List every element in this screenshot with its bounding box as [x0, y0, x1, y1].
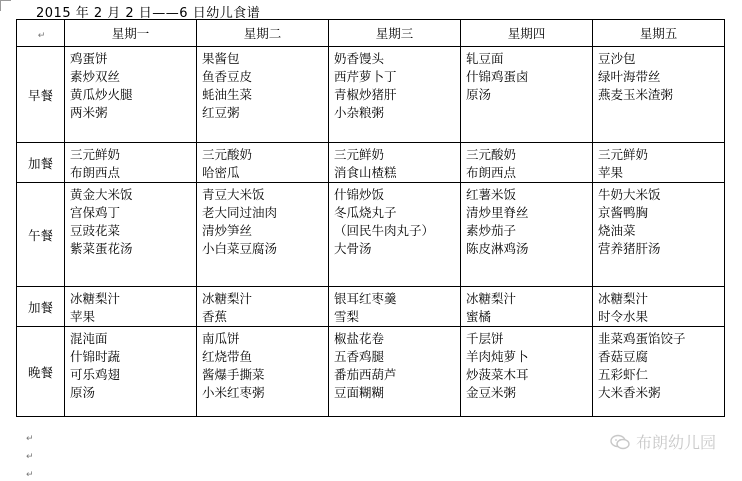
dish-item: 羊肉炖萝卜 — [466, 349, 529, 364]
dish-item: 清炒里脊丝 — [466, 205, 529, 220]
dish-item: 蜜橘 — [466, 309, 492, 324]
menu-cell — [461, 47, 593, 143]
header-day: 星期一 — [65, 20, 197, 47]
meal-row — [17, 327, 725, 417]
dish-item: 哈密瓜 — [202, 165, 240, 180]
dish-item: 紫菜蛋花汤 — [70, 241, 133, 256]
dish-item: 五彩虾仁 — [598, 367, 649, 382]
header-day: 星期五 — [593, 20, 725, 47]
meal-label: 加餐 — [17, 287, 65, 327]
dish-item: 果酱包 — [202, 51, 240, 66]
menu-cell — [593, 327, 725, 417]
paragraph-mark: ↵ — [26, 434, 34, 444]
dish-item: 黄瓜炒火腿 — [70, 87, 133, 102]
dish-item: 银耳红枣羹 — [334, 291, 397, 306]
dish-item: 布朗西点 — [466, 165, 517, 180]
dish-item: 燕麦玉米渣粥 — [598, 87, 674, 102]
dish-item: 红薯米饭 — [466, 187, 517, 202]
dish-item: 韭菜鸡蛋馅饺子 — [598, 331, 686, 346]
menu-cell — [197, 287, 329, 327]
dish-item: 黄金大米饭 — [70, 187, 133, 202]
dish-item: 三元鲜奶 — [598, 147, 649, 162]
dish-item: 小杂粮粥 — [334, 105, 385, 120]
dish-item: 红烧带鱼 — [202, 349, 253, 364]
dish-item: 番茄西葫芦 — [334, 367, 397, 382]
menu-cell — [461, 327, 593, 417]
paragraph-mark: ↵ — [26, 452, 34, 462]
menu-cell — [65, 183, 197, 287]
menu-cell — [329, 47, 461, 143]
menu-cell — [461, 287, 593, 327]
header-corner-cell: ↵ — [17, 20, 65, 47]
dish-item: 混沌面 — [70, 331, 108, 346]
dish-item: 什锦时蔬 — [70, 349, 121, 364]
dish-item: 冰糖梨汁 — [466, 291, 517, 306]
menu-cell — [593, 183, 725, 287]
dish-item: （回民牛肉丸子） — [334, 223, 435, 238]
menu-cell — [329, 183, 461, 287]
meal-row — [17, 47, 725, 143]
dish-item: 可乐鸡翅 — [70, 367, 121, 382]
dish-item: 千层饼 — [466, 331, 504, 346]
dish-item: 素炒茄子 — [466, 223, 517, 238]
header-day: 星期四 — [461, 20, 593, 47]
menu-cell — [593, 143, 725, 183]
watermark-text: 布朗幼儿园 — [635, 433, 716, 452]
dish-item: 豆豉花菜 — [70, 223, 121, 238]
dish-item: 素炒双丝 — [70, 69, 121, 84]
menu-cell — [329, 287, 461, 327]
menu-cell — [65, 327, 197, 417]
menu-cell — [65, 287, 197, 327]
dish-item: 三元鲜奶 — [334, 147, 385, 162]
page-corner-mark — [0, 0, 11, 11]
dish-item: 雪梨 — [334, 309, 360, 324]
weekly-menu-table — [16, 19, 725, 417]
dish-item: 大米香米粥 — [598, 385, 661, 400]
dish-item: 老大同过油肉 — [202, 205, 278, 220]
dish-item: 宫保鸡丁 — [70, 205, 121, 220]
menu-cell — [593, 47, 725, 143]
dish-item: 烧油菜 — [598, 223, 636, 238]
dish-item: 清炒笋丝 — [202, 223, 253, 238]
meal-label: 晚餐 — [17, 327, 65, 417]
dish-item: 冰糖梨汁 — [202, 291, 253, 306]
dish-item: 红豆粥 — [202, 105, 240, 120]
dish-item: 香菇豆腐 — [598, 349, 649, 364]
dish-item: 冰糖梨汁 — [598, 291, 649, 306]
menu-cell — [329, 327, 461, 417]
meal-label: 午餐 — [17, 183, 65, 287]
menu-cell — [593, 287, 725, 327]
dish-item: 时令水果 — [598, 309, 649, 324]
menu-cell — [197, 327, 329, 417]
dish-item: 蚝油生菜 — [202, 87, 253, 102]
menu-cell — [461, 143, 593, 183]
meal-row — [17, 287, 725, 327]
menu-cell — [197, 143, 329, 183]
dish-item: 炒菠菜木耳 — [466, 367, 529, 382]
menu-cell — [197, 183, 329, 287]
dish-item: 鸡蛋饼 — [70, 51, 108, 66]
dish-item: 小白菜豆腐汤 — [202, 241, 278, 256]
dish-item: 京酱鸭胸 — [598, 205, 649, 220]
dish-item: 冰糖梨汁 — [70, 291, 121, 306]
dish-item: 西芹萝卜丁 — [334, 69, 397, 84]
dish-item: 原汤 — [70, 385, 96, 400]
dish-item: 香蕉 — [202, 309, 228, 324]
dish-item: 豆沙包 — [598, 51, 636, 66]
dish-item: 三元鲜奶 — [70, 147, 121, 162]
meal-label: 早餐 — [17, 47, 65, 143]
menu-cell — [329, 143, 461, 183]
dish-item: 原汤 — [466, 87, 492, 102]
dish-item: 三元酸奶 — [466, 147, 517, 162]
dish-item: 轧豆面 — [466, 51, 504, 66]
dish-item: 陈皮淋鸡汤 — [466, 241, 529, 256]
dish-item: 什锦炒饭 — [334, 187, 385, 202]
menu-title: 2015 年 2 月 2 日——6 日幼儿食谱 — [36, 6, 261, 21]
dish-item: 鱼香豆皮 — [202, 69, 253, 84]
dish-item: 小米红枣粥 — [202, 385, 265, 400]
dish-item: 苹果 — [70, 309, 96, 324]
dish-item: 营养猪肝汤 — [598, 241, 661, 256]
dish-item: 大骨汤 — [334, 241, 372, 256]
dish-item: 青豆大米饭 — [202, 187, 265, 202]
dish-item: 什锦鸡蛋卤 — [466, 69, 529, 84]
dish-item: 消食山楂糕 — [334, 165, 397, 180]
menu-cell — [197, 47, 329, 143]
dish-item: 三元酸奶 — [202, 147, 253, 162]
dish-item: 冬瓜烧丸子 — [334, 205, 397, 220]
header-day: 星期三 — [329, 20, 461, 47]
wechat-icon — [610, 434, 630, 450]
dish-item: 豆面糊糊 — [334, 385, 385, 400]
dish-item: 牛奶大米饭 — [598, 187, 661, 202]
menu-cell — [461, 183, 593, 287]
dish-item: 南瓜饼 — [202, 331, 240, 346]
dish-item: 苹果 — [598, 165, 624, 180]
dish-item: 奶香馒头 — [334, 51, 385, 66]
meal-row — [17, 143, 725, 183]
dish-item: 绿叶海带丝 — [598, 69, 661, 84]
header-day: 星期二 — [197, 20, 329, 47]
dish-item: 青椒炒猪肝 — [334, 87, 397, 102]
paragraph-mark: ↵ — [26, 470, 34, 480]
dish-item: 金豆米粥 — [466, 385, 517, 400]
dish-item: 两米粥 — [70, 105, 108, 120]
dish-item: 酱爆手撕菜 — [202, 367, 265, 382]
meal-row — [17, 183, 725, 287]
menu-cell — [65, 47, 197, 143]
header-row — [17, 20, 725, 47]
menu-cell — [65, 143, 197, 183]
meal-label: 加餐 — [17, 143, 65, 183]
dish-item: 布朗西点 — [70, 165, 121, 180]
dish-item: 椒盐花卷 — [334, 331, 385, 346]
watermark — [610, 430, 716, 453]
dish-item: 五香鸡腿 — [334, 349, 385, 364]
